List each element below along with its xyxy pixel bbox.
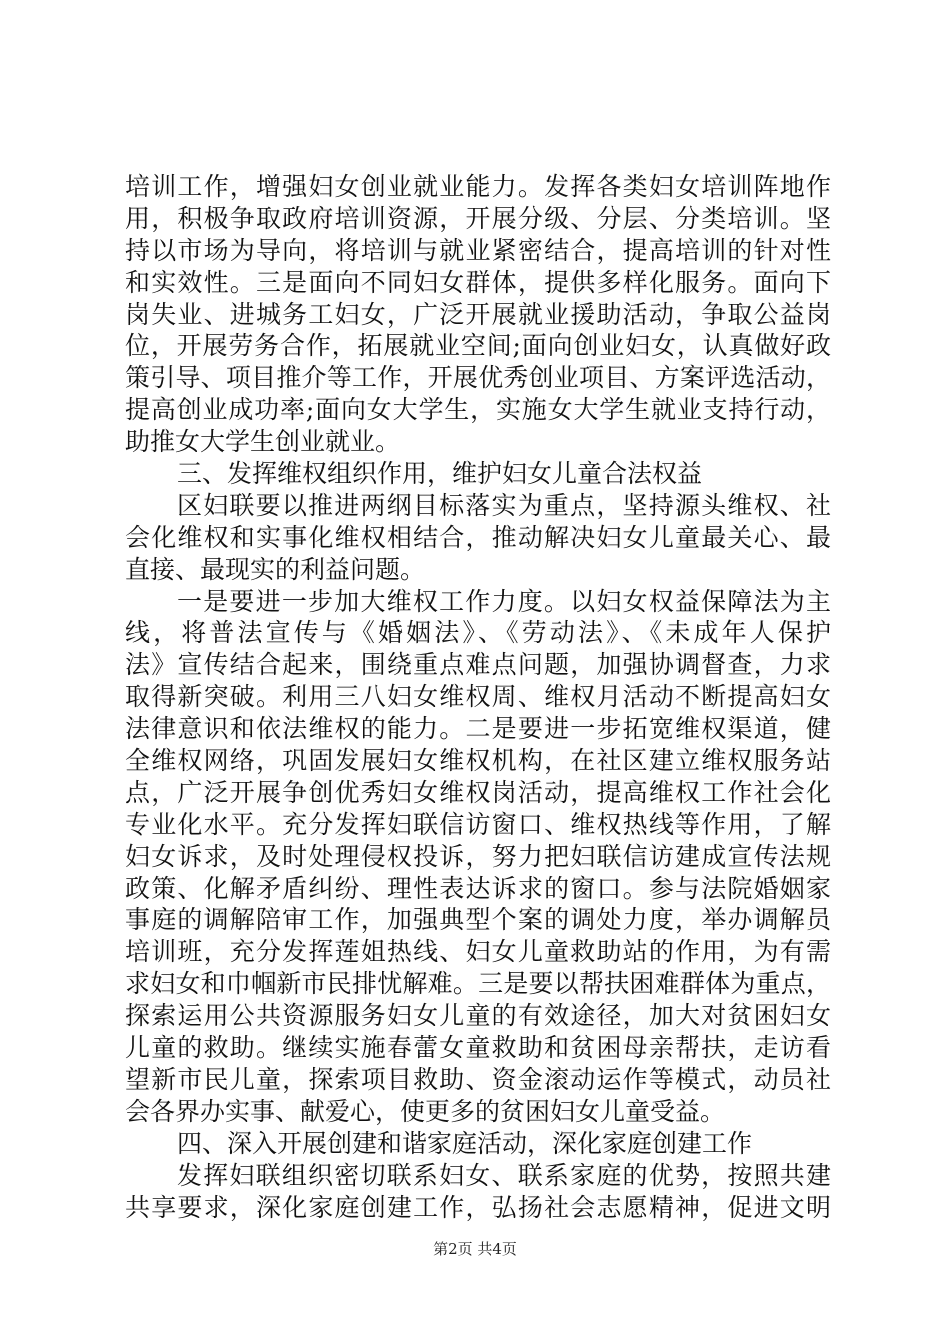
text-line: 和实效性。三是面向不同妇女群体，提供多样化服务。面向下 bbox=[125, 267, 831, 297]
text-line: 助推女大学生创业就业。 bbox=[125, 427, 401, 457]
section-heading: 四、深入开展创建和谐家庭活动，深化家庭创建工作 bbox=[177, 1128, 753, 1158]
text-line: 一是要进一步加大维权工作力度。以妇女权益保障法为主 bbox=[177, 586, 831, 616]
text-line: 区妇联要以推进两纲目标落实为重点，坚持源头维权、社 bbox=[177, 490, 831, 520]
text-line: 持以市场为导向，将培训与就业紧密结合，提高培训的针对性 bbox=[125, 235, 831, 265]
text-line: 探索运用公共资源服务妇女儿童的有效途径，加大对贫困妇女 bbox=[125, 1001, 831, 1031]
text-line: 会化维权和实事化维权相结合，推动解决妇女儿童最关心、最 bbox=[125, 522, 831, 552]
text-line: 策引导、项目推介等工作，开展优秀创业项目、方案评选活动， bbox=[125, 363, 831, 393]
text-line: 直接、最现实的利益问题。 bbox=[125, 554, 426, 584]
text-line: 位，开展劳务合作，拓展就业空间;面向创业妇女，认真做好政 bbox=[125, 331, 831, 361]
page-number: 第2页 共4页 bbox=[433, 1240, 517, 1258]
text-line: 法律意识和依法维权的能力。二是要进一步拓宽维权渠道，健 bbox=[125, 714, 831, 744]
text-line: 望新市民儿童，探索项目救助、资金滚动运作等模式，动员社 bbox=[125, 1064, 831, 1094]
text-line: 岗失业、进城务工妇女，广泛开展就业援助活动，争取公益岗 bbox=[125, 299, 831, 329]
text-line: 专业化水平。充分发挥妇联信访窗口、维权热线等作用，了解 bbox=[125, 809, 831, 839]
text-line: 妇女诉求，及时处理侵权投诉，努力把妇联信访建成宣传法规 bbox=[125, 841, 831, 871]
text-line: 用，积极争取政府培训资源，开展分级、分层、分类培训。坚 bbox=[125, 203, 831, 233]
text-line: 会各界办实事、献爱心，使更多的贫困妇女儿童受益。 bbox=[125, 1096, 726, 1126]
text-line: 政策、化解矛盾纠纷、理性表达诉求的窗口。参与法院婚姻家 bbox=[125, 873, 831, 903]
text-line: 提高创业成功率;面向女大学生，实施女大学生就业支持行动， bbox=[125, 395, 831, 425]
section-heading: 三、发挥维权组织作用，维护妇女儿童合法权益 bbox=[177, 459, 703, 489]
text-line: 共享要求，深化家庭创建工作，弘扬社会志愿精神，促进文明 bbox=[125, 1192, 831, 1222]
text-line: 儿童的救助。继续实施春蕾女童救助和贫困母亲帮扶，走访看 bbox=[125, 1033, 831, 1063]
text-line: 法》宣传结合起来，围绕重点难点问题，加强协调督查，力求 bbox=[125, 650, 831, 680]
text-line: 线，将普法宣传与《婚姻法》、《劳动法》、《未成年人保护 bbox=[125, 618, 831, 648]
text-line: 求妇女和巾帼新市民排忧解难。三是要以帮扶困难群体为重点， bbox=[125, 969, 831, 999]
text-line: 培训工作，增强妇女创业就业能力。发挥各类妇女培训阵地作 bbox=[125, 172, 831, 201]
text-line: 发挥妇联组织密切联系妇女、联系家庭的优势，按照共建 bbox=[177, 1160, 831, 1190]
text-line: 事庭的调解陪审工作，加强典型个案的调处力度，举办调解员 bbox=[125, 905, 831, 935]
text-line: 取得新突破。利用三八妇女维权周、维权月活动不断提高妇女 bbox=[125, 682, 831, 712]
text-line: 培训班，充分发挥莲姐热线、妇女儿童救助站的作用，为有需 bbox=[125, 937, 831, 967]
text-line: 点，广泛开展争创优秀妇女维权岗活动，提高维权工作社会化 bbox=[125, 777, 831, 807]
body-text bbox=[125, 171, 831, 1223]
text-line: 全维权网络，巩固发展妇女维权机构，在社区建立维权服务站 bbox=[125, 746, 831, 776]
